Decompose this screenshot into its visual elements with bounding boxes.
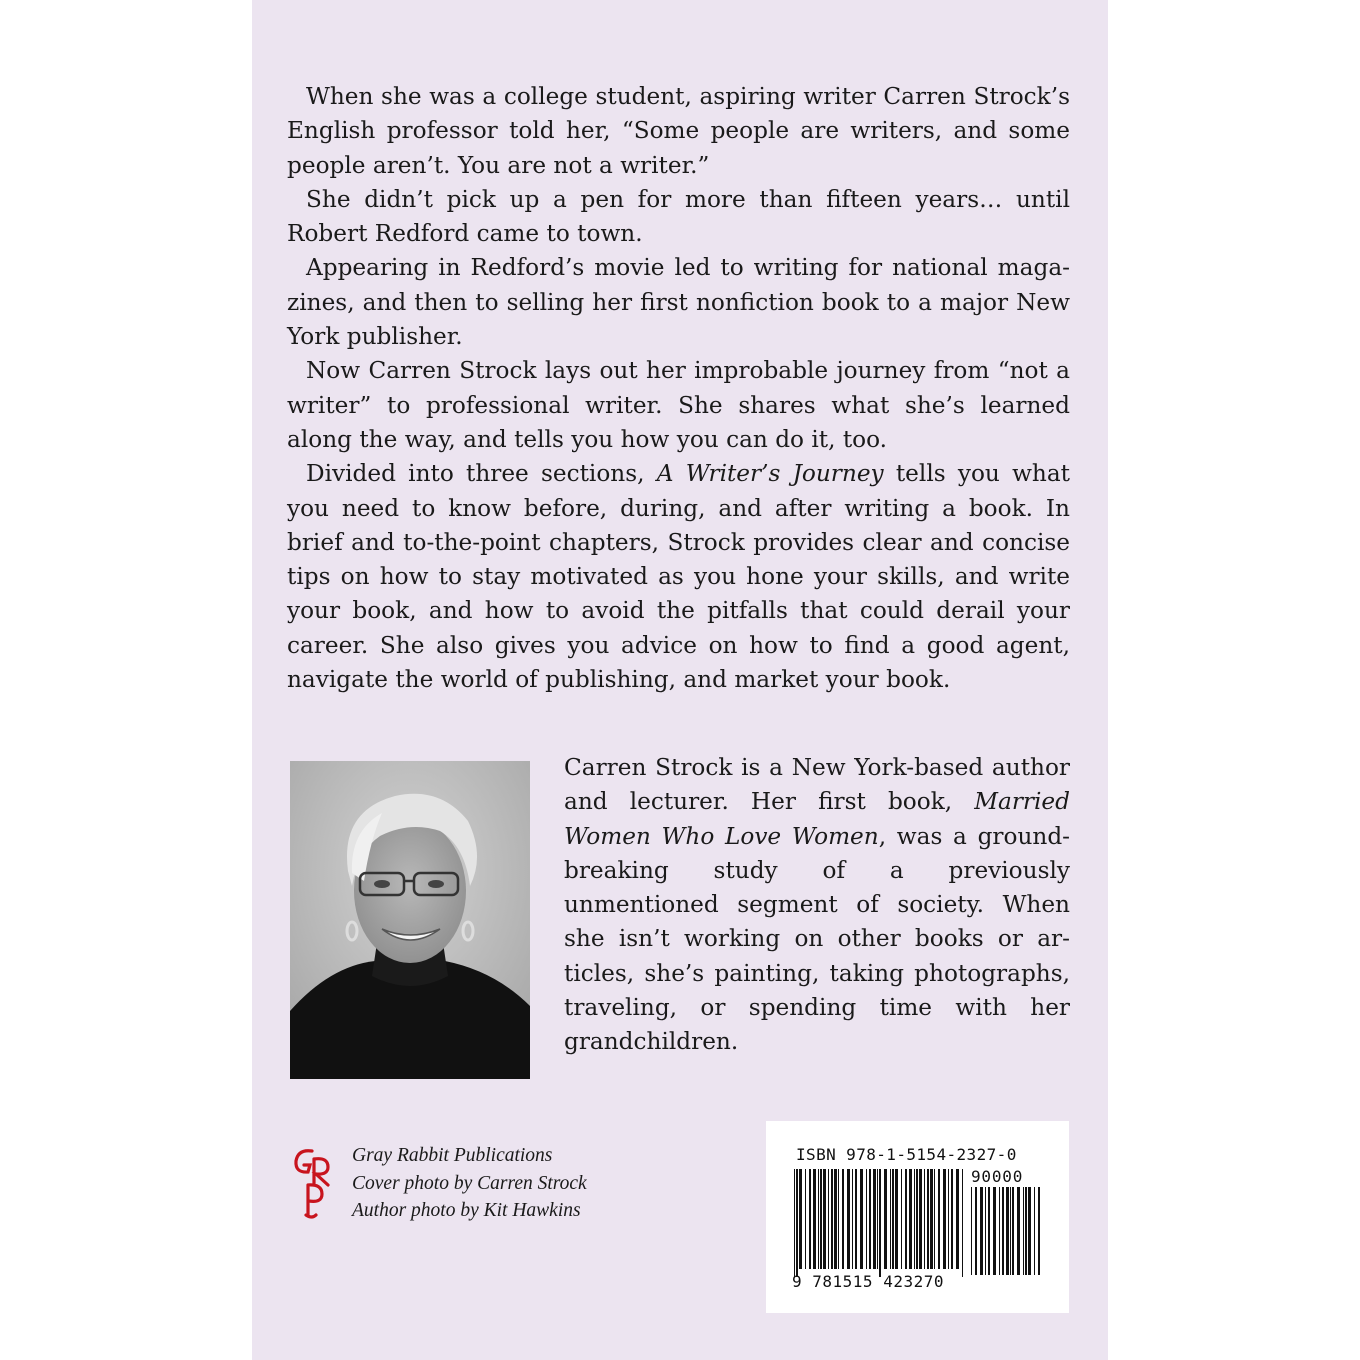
barcode-bar — [948, 1169, 949, 1269]
ean-number: 9 781515 423270 — [792, 1272, 944, 1291]
blurb-paragraph: Appearing in Redford’s movie led to writing for national magazines, and then to selling her first nonfiction book to a major New York publisher. — [287, 254, 1070, 351]
barcode-bar — [943, 1169, 946, 1269]
isbn-number: ISBN 978-1-5154-2327-0 — [796, 1145, 1017, 1164]
barcode-bar — [852, 1169, 853, 1269]
barcode-bar — [1025, 1187, 1027, 1275]
barcode-bar — [884, 1169, 887, 1269]
publisher-name: Gray Rabbit Publications — [352, 1145, 553, 1166]
barcode-bar — [914, 1169, 915, 1269]
barcode-bar — [930, 1169, 933, 1269]
barcode-bar — [813, 1169, 816, 1269]
addon-barcode — [971, 1187, 1043, 1275]
barcode-bar — [879, 1169, 881, 1277]
barcode-bar — [985, 1187, 986, 1275]
barcode-bar — [975, 1187, 977, 1275]
barcode-bar — [980, 1187, 983, 1275]
barcode-bar — [999, 1187, 1000, 1275]
barcode-bar — [877, 1169, 878, 1269]
publisher-logo — [290, 1145, 336, 1221]
barcode-bar — [934, 1169, 935, 1269]
blurb-text: tells you what you need to know before, during, and after writing a book. In brief and to-the-point chapters, Strock provides clear and concise tips on how to stay motivated as you hone your skills, and write your book, and how to avoid the pitfalls that could derail your career. She also gives you advice on how to find a good agent, navigate the world of publishing, and market your book. — [287, 460, 1070, 694]
barcode-bar — [1002, 1187, 1004, 1275]
barcode-bar — [951, 1169, 953, 1269]
barcode-bar — [971, 1187, 972, 1275]
blurb-text: Divided into three sections, — [306, 460, 657, 488]
author-photo — [290, 761, 530, 1079]
barcode-bar — [820, 1169, 822, 1269]
barcode-bar — [866, 1169, 867, 1269]
barcode-bar — [993, 1187, 996, 1275]
blurb-paragraph: She didn’t pick up a pen for more than fifteen years… until Robert Redford came to town. — [287, 185, 1070, 248]
blurb-paragraph: Now Carren Strock lays out her improbable journey from “not a writer” to professional writer. She shares what she’s learned along the way, and tells you how you can do it, too. — [287, 357, 1070, 453]
blurb-paragraph — [287, 457, 1070, 697]
barcode-bar — [799, 1169, 802, 1269]
barcode-bar — [1028, 1187, 1031, 1275]
barcode-box — [766, 1121, 1069, 1313]
barcode-bar — [1034, 1187, 1035, 1275]
barcode-bar — [1006, 1187, 1009, 1275]
barcode-bar — [834, 1169, 837, 1269]
bio-paragraph — [564, 751, 1070, 1060]
barcode-bar — [847, 1169, 850, 1269]
barcode-bar — [892, 1169, 894, 1269]
barcode-bar — [805, 1169, 806, 1269]
barcode-bar — [909, 1169, 912, 1269]
bio-text: Carren Strock is a New York-based author and lecturer. Her first book, — [564, 754, 1070, 816]
barcode-bar — [869, 1169, 871, 1269]
barcode-bar — [927, 1169, 929, 1269]
barcode-bar — [988, 1187, 990, 1275]
barcode-bar — [962, 1169, 963, 1277]
book-title: Married Women Who Love Women — [564, 788, 1070, 850]
barcode-bar — [956, 1169, 959, 1269]
cover-photo-credit: Cover photo by Carren Strock — [352, 1172, 587, 1194]
author-portrait-image — [290, 761, 530, 1079]
price-code: 90000 — [971, 1167, 1024, 1186]
barcode-bar — [1023, 1187, 1024, 1275]
bio-text: , was a ground-breaking study of a previously unmentioned segment of society. When she isn’t working on other books or articles, she’s painting, taking photographs, traveling, or spending time with her grandchildren. — [564, 822, 1070, 1056]
barcode-bar — [828, 1169, 829, 1269]
grp-logo-icon — [290, 1145, 336, 1221]
barcode-bar — [890, 1169, 891, 1269]
barcode-bar — [796, 1169, 798, 1277]
barcode-bar — [842, 1169, 844, 1269]
barcode-bar — [1017, 1187, 1020, 1275]
book-blurb — [287, 80, 1070, 697]
barcode-bar — [1010, 1187, 1011, 1275]
barcode-bar — [855, 1169, 857, 1269]
barcode-bar — [905, 1169, 907, 1269]
barcode-bar — [838, 1169, 839, 1269]
author-bio — [564, 751, 1070, 1060]
barcode-bar — [938, 1169, 940, 1269]
barcode-bar — [916, 1169, 918, 1269]
blurb-paragraph: When she was a college student, aspiring writer Carren Strock’s English professor told her, “Some people are writers, and some people aren’t. You are not a writer.” — [287, 83, 1070, 179]
barcode-bar — [860, 1169, 863, 1269]
author-photo-credit: Author photo by Kit Hawkins — [352, 1200, 581, 1221]
barcode-bar — [1012, 1187, 1014, 1275]
barcode-bar — [873, 1169, 876, 1269]
barcode-bar — [818, 1169, 819, 1269]
barcode-bar — [1038, 1187, 1040, 1275]
barcode-bar — [895, 1169, 898, 1269]
barcode-bar — [794, 1169, 795, 1277]
publisher-credits — [352, 1142, 587, 1225]
barcode-bar — [831, 1169, 833, 1269]
book-title: A Writer’s Journey — [656, 460, 884, 488]
barcode-bar — [823, 1169, 826, 1269]
barcode-bar — [901, 1169, 902, 1269]
ean-barcode — [794, 1169, 966, 1277]
barcode-bar — [924, 1169, 925, 1269]
barcode-bar — [919, 1169, 922, 1269]
barcode-bar — [809, 1169, 811, 1269]
